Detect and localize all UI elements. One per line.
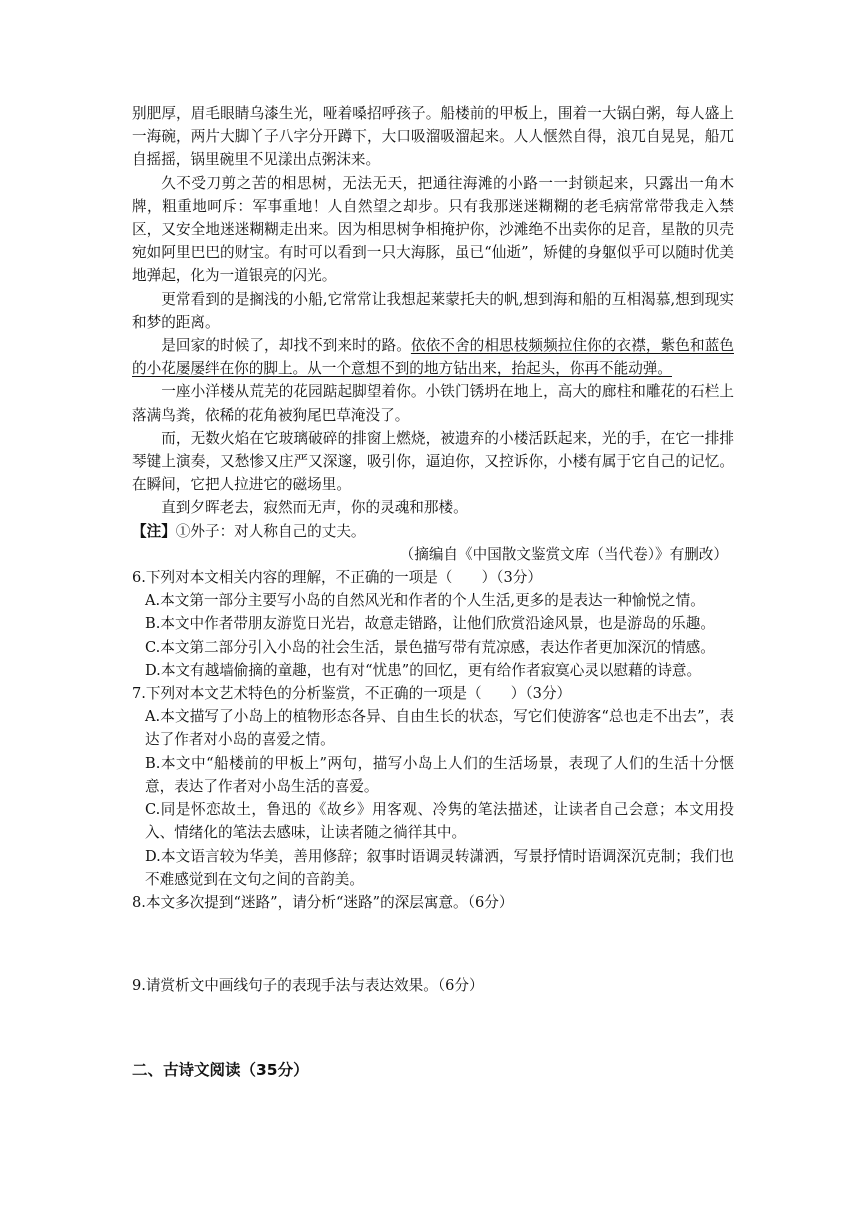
- underlined-sentence: 依依不舍的相思枝频频拉住你的衣襟，紫色和蓝色的小花屡屡绊在你的脚上。从一个意想不到的地方钻出来，抬起头，你再不能动弹。: [132, 337, 734, 378]
- section-2-title: 二、古诗文阅读（35分）: [132, 1061, 309, 1080]
- question-7-option-c: C.同是怀恋故土，鲁迅的《故乡》用客观、冷隽的笔法描述，让读者自己会意；本文用投入、情绪化的笔法去感味，让读者随之徜徉其中。: [145, 801, 734, 842]
- question-7-stem: 7.下列对本文艺术特色的分析鉴赏，不正确的一项是（ ）（3分）: [132, 685, 572, 703]
- question-6-option-d: D.本文有越墙偷摘的童趣，也有对“忧患”的回忆，更有给作者寂寞心灵以慰藉的诗意。: [145, 661, 702, 679]
- question-6-option-c: C.本文第二部分引入小岛的社会生活，景色描写带有荒凉感，表达作者更加深沉的情感。: [145, 638, 715, 656]
- exam-page: [132, 102, 734, 1083]
- answer-space-q9: [132, 997, 734, 1059]
- question-6-option-a: A.本文第一部分主要写小岛的自然风光和作者的个人生活,更多的是表达一种愉悦之情。: [145, 592, 705, 610]
- note-label: 【注】: [132, 522, 176, 540]
- passage-paragraph-2: 久不受刀剪之苦的相思树，无法无天，把通往海滩的小路一一封锁起来，只露出一角木牌，粗重地呵斥：军事重地！人自然望之却步。只有我那迷迷糊糊的老毛病常常带我走入禁区，又安全地迷迷糊糊走出来。因为相思树争相掩护你，沙滩绝不出卖你的足音，星散的贝壳宛如阿里巴巴的财宝。有时可以看到一只大海豚，虽已“仙逝”，矫健的身躯似乎可以随时优美地弹起，化为一道银亮的闪光。: [132, 174, 734, 285]
- annotation-note: [132, 520, 734, 543]
- question-7-option-b: B.本文中“船楼前的甲板上”两句，描写小岛上人们的生活场景，表现了人们的生活十分惬意，表达了作者对小岛生活的喜爱。: [145, 754, 734, 795]
- question-6-option-b: B.本文中作者带朋友游览日光岩，故意走错路，让他们欣赏沿途风景，也是游岛的乐趣。: [145, 615, 715, 633]
- passage-paragraph-6: 而，无数火焰在它玻璃破碎的排窗上燃烧，被遗弃的小楼活跃起来，光的手，在它一排排琴键上演奏，又愁惨又庄严又深邃，吸引你，逼迫你，又控诉你，小楼有属于它自己的记忆。在瞬间，它把人拉进它的磁场里。: [132, 429, 734, 494]
- question-6-stem: 6.下列对本文相关内容的理解，不正确的一项是（ ）（3分）: [132, 569, 542, 587]
- passage-paragraph-1: 别肥厚，眉毛眼睛乌漆生光，哑着嗓招呼孩子。船楼前的甲板上，围着一大锅白粥，每人盛上一海碗，两片大脚丫子八字分开蹲下，大口吸溜吸溜起来。人人惬然自得，浪兀自晃晃，船兀自摇摇，锅里碗里不见漾出点粥沫来。: [132, 105, 734, 169]
- passage-paragraph-4: [132, 334, 734, 380]
- paragraph-4-plain-text: 是回家的时候了，却找不到来时的路。: [161, 337, 411, 355]
- passage-paragraph-3: 更常看到的是搁浅的小船,它常常让我想起莱蒙托夫的帆,想到海和船的互相渴慕,想到现实和梦的距离。: [132, 290, 734, 331]
- question-9: 9.请赏析文中画线句子的表现手法与表达效果。（6分）: [132, 977, 484, 995]
- question-8: 8.本文多次提到“迷路”，请分析“迷路”的深层寓意。（6分）: [132, 893, 514, 911]
- answer-space-q8: [132, 914, 734, 974]
- passage-paragraph-7: 直到夕晖老去，寂然而无声，你的灵魂和那楼。: [161, 499, 468, 517]
- passage-paragraph-5: 一座小洋楼从荒芜的花园踮起脚望着你。小铁门锈坍在地上，高大的廊柱和雕花的石栏上落满鸟粪，依稀的花角被狗尾巴草淹没了。: [132, 383, 734, 424]
- note-text: ①外子：对人称自己的丈夫。: [175, 522, 366, 540]
- source-citation: （摘编自《中国散文鉴赏文库（当代卷）》有删改）: [399, 545, 728, 563]
- question-7-option-a: A.本文描写了小岛上的植物形态各异、自由生长的状态，写它们使游客“总也走不出去”，表达了作者对小岛的喜爱之情。: [145, 708, 734, 749]
- question-7-option-d: D.本文语言较为华美，善用修辞；叙事时语调灵转潇洒，写景抒情时语调深沉克制；我们也不难感觉到在文句之间的音韵美。: [145, 847, 734, 888]
